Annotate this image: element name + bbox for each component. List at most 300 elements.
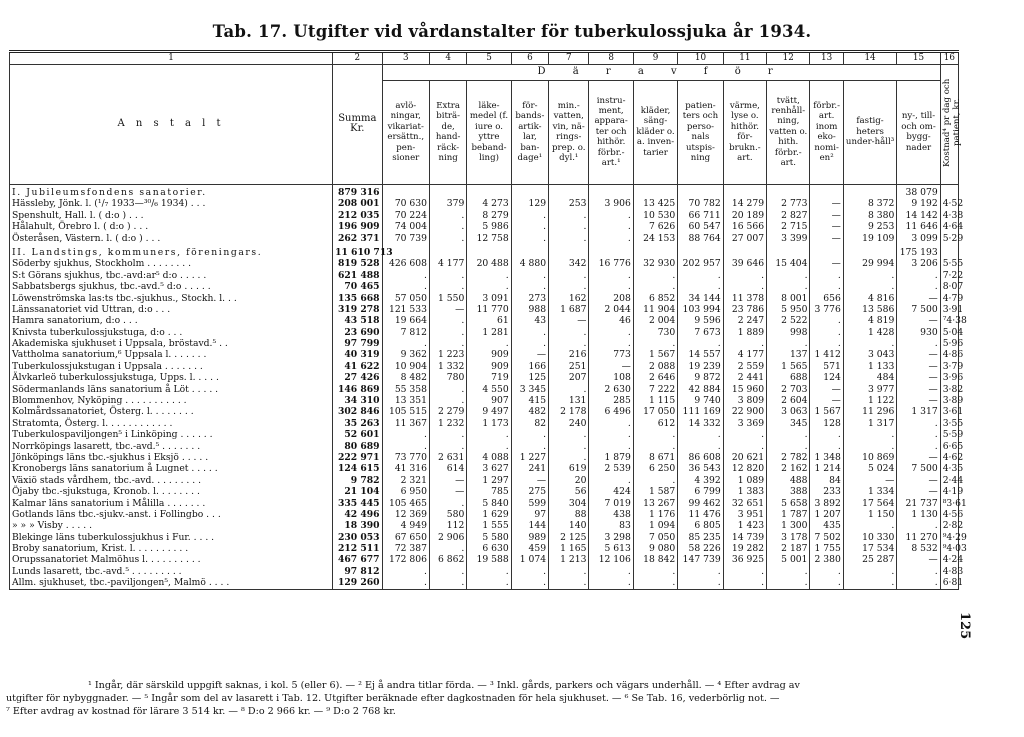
value-cell: 4 177 bbox=[723, 350, 766, 361]
value-cell: 1 687 bbox=[549, 305, 589, 316]
table-row bbox=[10, 430, 959, 441]
value-cell: 773 bbox=[589, 350, 633, 361]
total-cell: 208 001 bbox=[333, 199, 382, 210]
total-cell: 27 426 bbox=[333, 373, 382, 384]
value-cell: 2 125 bbox=[549, 532, 589, 543]
table-row bbox=[10, 384, 959, 395]
expenditure-table bbox=[9, 50, 967, 590]
header-col-5: läke-medel (f. iure o. yttre beband-ling) bbox=[467, 80, 511, 184]
value-cell: 14 557 bbox=[678, 350, 723, 361]
value-cell: . bbox=[897, 282, 940, 293]
institution-name: Stratomta, Österg. l. . . . . . . . . . . . bbox=[10, 418, 333, 429]
value-cell: 2 187 bbox=[767, 544, 810, 555]
total-cell: 35 263 bbox=[333, 418, 382, 429]
value-cell: . bbox=[429, 210, 466, 221]
value-cell: . bbox=[843, 430, 897, 441]
value-cell: . bbox=[429, 384, 466, 395]
value-cell: 2 178 bbox=[549, 407, 589, 418]
value-cell: 1 787 bbox=[767, 510, 810, 521]
value-cell: 6 862 bbox=[429, 555, 466, 566]
value-cell: 20 189 bbox=[723, 210, 766, 221]
value-cell: 16 776 bbox=[589, 259, 633, 270]
colnum-4: 4 bbox=[429, 52, 466, 65]
value-cell: 1 214 bbox=[810, 464, 843, 475]
value-cell: . bbox=[678, 441, 723, 452]
value-cell: 3 099 bbox=[897, 233, 940, 244]
table-row bbox=[10, 293, 959, 304]
institution-name: Kolmårdssanatoriet, Österg. l. . . . . . . . bbox=[10, 407, 333, 418]
value-cell: 129 bbox=[511, 199, 548, 210]
value-cell: 4·52 bbox=[940, 199, 958, 210]
value-cell: 99 462 bbox=[678, 498, 723, 509]
value-cell: 7 500 bbox=[897, 464, 940, 475]
table-row bbox=[10, 566, 959, 577]
header-anstalt: A n s t a l t bbox=[10, 64, 333, 184]
value-cell: 7 502 bbox=[810, 532, 843, 543]
value-cell: . bbox=[810, 270, 843, 281]
table-row bbox=[10, 259, 959, 270]
value-cell: 22 900 bbox=[723, 407, 766, 418]
value-cell: 105 515 bbox=[382, 407, 429, 418]
header-col-9: kläder, säng-kläder o. a. inven-tarier bbox=[633, 80, 677, 184]
value-cell: 1 115 bbox=[633, 396, 677, 407]
value-cell: . bbox=[467, 282, 511, 293]
value-cell: 2 703 bbox=[767, 384, 810, 395]
value-cell: 4·38 bbox=[940, 210, 958, 221]
value-cell: . bbox=[723, 339, 766, 350]
value-cell: 14 142 bbox=[897, 210, 940, 221]
value-cell: 6 852 bbox=[633, 293, 677, 304]
value-cell: 9 740 bbox=[678, 396, 723, 407]
value-cell: . bbox=[723, 441, 766, 452]
value-cell: 7 673 bbox=[678, 327, 723, 338]
value-cell: 1 567 bbox=[810, 407, 843, 418]
institution-name: II. Landstings, kommuners, föreningars. bbox=[10, 245, 333, 259]
value-cell: — bbox=[429, 475, 466, 486]
value-cell: 1 889 bbox=[723, 327, 766, 338]
value-cell: . bbox=[723, 430, 766, 441]
value-cell: 83 bbox=[589, 521, 633, 532]
value-cell: 13 425 bbox=[633, 199, 677, 210]
value-cell: 2 279 bbox=[429, 407, 466, 418]
value-cell: 6 805 bbox=[678, 521, 723, 532]
table-row bbox=[10, 487, 959, 498]
value-cell: 9 253 bbox=[843, 222, 897, 233]
value-cell: 14 739 bbox=[723, 532, 766, 543]
value-cell: . bbox=[897, 566, 940, 577]
value-cell: . bbox=[511, 430, 548, 441]
value-cell: 1 587 bbox=[633, 487, 677, 498]
value-cell: 1 332 bbox=[429, 361, 466, 372]
value-cell: 9 596 bbox=[678, 316, 723, 327]
value-cell: . bbox=[678, 578, 723, 590]
value-cell bbox=[767, 245, 810, 259]
total-cell: 819 528 bbox=[333, 259, 382, 270]
value-cell: . bbox=[467, 578, 511, 590]
value-cell: . bbox=[723, 578, 766, 590]
total-cell: 9 782 bbox=[333, 475, 382, 486]
value-cell: . bbox=[767, 578, 810, 590]
value-cell: 17 534 bbox=[843, 544, 897, 555]
value-cell: 1 089 bbox=[723, 475, 766, 486]
value-cell: 484 bbox=[843, 373, 897, 384]
value-cell: . bbox=[810, 566, 843, 577]
total-cell: 319 278 bbox=[333, 305, 382, 316]
value-cell: . bbox=[429, 430, 466, 441]
table-row bbox=[10, 305, 959, 316]
value-cell: 9 872 bbox=[678, 373, 723, 384]
value-cell: 4 949 bbox=[382, 521, 429, 532]
total-cell: 41 622 bbox=[333, 361, 382, 372]
value-cell: 1 094 bbox=[633, 521, 677, 532]
value-cell: . bbox=[810, 327, 843, 338]
value-cell bbox=[810, 184, 843, 199]
value-cell: . bbox=[810, 430, 843, 441]
table-row bbox=[10, 441, 959, 452]
value-cell: . bbox=[549, 233, 589, 244]
value-cell: 4 816 bbox=[843, 293, 897, 304]
value-cell: 989 bbox=[511, 532, 548, 543]
institution-name: Knivsta tuberkulossjukstuga, d:o . . . bbox=[10, 327, 333, 338]
value-cell: 459 bbox=[511, 544, 548, 555]
institution-name: Lunds lasarett, tbc.-avd.⁵ . . . . . . . . . bbox=[10, 566, 333, 577]
institution-name: Vattholma sanatorium,⁶ Uppsala l. . . . . . . bbox=[10, 350, 333, 361]
value-cell: . bbox=[633, 430, 677, 441]
value-cell: 74 004 bbox=[382, 222, 429, 233]
colnum-6: 6 bbox=[511, 52, 548, 65]
value-cell: 18 842 bbox=[633, 555, 677, 566]
value-cell: 70 782 bbox=[678, 199, 723, 210]
institution-name: Akademiska sjukhuset i Uppsala, bröstavd.⁵ . . bbox=[10, 339, 333, 350]
value-cell: . bbox=[810, 441, 843, 452]
value-cell: — bbox=[897, 475, 940, 486]
table-row bbox=[10, 521, 959, 532]
value-cell: 43 bbox=[511, 316, 548, 327]
value-cell: 5·96 bbox=[940, 339, 958, 350]
value-cell: 86 608 bbox=[678, 453, 723, 464]
value-cell: — bbox=[843, 475, 897, 486]
value-cell: 3·79 bbox=[940, 361, 958, 372]
value-cell: 19 282 bbox=[723, 544, 766, 555]
value-cell: 42 884 bbox=[678, 384, 723, 395]
value-cell: — bbox=[897, 293, 940, 304]
value-cell bbox=[723, 184, 766, 199]
value-cell: 415 bbox=[511, 396, 548, 407]
value-cell: 12 820 bbox=[723, 464, 766, 475]
value-cell: 4 088 bbox=[467, 453, 511, 464]
value-cell: . bbox=[429, 316, 466, 327]
value-cell: 6·81 bbox=[940, 578, 958, 590]
value-cell bbox=[810, 245, 843, 259]
value-cell: 3 063 bbox=[767, 407, 810, 418]
value-cell: 7 500 bbox=[897, 305, 940, 316]
value-cell bbox=[429, 245, 466, 259]
value-cell: 304 bbox=[549, 498, 589, 509]
value-cell bbox=[549, 184, 589, 199]
value-cell: 3 178 bbox=[767, 532, 810, 543]
value-cell: 233 bbox=[810, 487, 843, 498]
value-cell: 72 387 bbox=[382, 544, 429, 555]
value-cell: 4 819 bbox=[843, 316, 897, 327]
value-cell: 11 367 bbox=[382, 418, 429, 429]
value-cell: 2 247 bbox=[723, 316, 766, 327]
value-cell: 1 281 bbox=[467, 327, 511, 338]
value-cell: 147 739 bbox=[678, 555, 723, 566]
value-cell: 2 088 bbox=[633, 361, 677, 372]
value-cell: 1 879 bbox=[589, 453, 633, 464]
header-col-14: fastig-heters under-håll³ bbox=[843, 80, 897, 184]
value-cell: 24 153 bbox=[633, 233, 677, 244]
value-cell: 251 bbox=[549, 361, 589, 372]
header-col-15: ny-, till- och om-bygg-nader bbox=[897, 80, 940, 184]
value-cell: . bbox=[511, 566, 548, 577]
value-cell: 15 960 bbox=[723, 384, 766, 395]
total-cell: 124 615 bbox=[333, 464, 382, 475]
value-cell: 3 345 bbox=[511, 384, 548, 395]
table-title: Tab. 17. Utgifter vid vårdanstalter för tuberkulossjuka år 1934. bbox=[212, 22, 812, 41]
value-cell: 32 651 bbox=[723, 498, 766, 509]
value-cell: 7 019 bbox=[589, 498, 633, 509]
value-cell: . bbox=[467, 441, 511, 452]
value-cell: 70 224 bbox=[382, 210, 429, 221]
value-cell bbox=[678, 245, 723, 259]
table-row bbox=[10, 270, 959, 281]
value-cell: 253 bbox=[549, 199, 589, 210]
value-cell: 56 bbox=[549, 487, 589, 498]
value-cell: 140 bbox=[549, 521, 589, 532]
value-cell: — bbox=[589, 361, 633, 372]
value-cell: 17 050 bbox=[633, 407, 677, 418]
table-row bbox=[10, 498, 959, 509]
value-cell bbox=[467, 184, 511, 199]
value-cell: 85 235 bbox=[678, 532, 723, 543]
value-cell: . bbox=[382, 430, 429, 441]
header-col-6: för-bands-artik-lar, ban-dage¹ bbox=[511, 80, 548, 184]
value-cell: 11 904 bbox=[633, 305, 677, 316]
value-cell: 67 650 bbox=[382, 532, 429, 543]
value-cell: . bbox=[429, 544, 466, 555]
value-cell: 1 428 bbox=[843, 327, 897, 338]
value-cell: . bbox=[767, 441, 810, 452]
total-cell: 43 518 bbox=[333, 316, 382, 327]
value-cell: . bbox=[633, 282, 677, 293]
value-cell: 10 330 bbox=[843, 532, 897, 543]
value-cell: 2 559 bbox=[723, 361, 766, 372]
institution-name: Allm. sjukhuset, tbc.-paviljongen⁵, Malmö . . . . bbox=[10, 578, 333, 590]
value-cell: . bbox=[429, 578, 466, 590]
value-cell: 88 764 bbox=[678, 233, 723, 244]
total-cell: 70 465 bbox=[333, 282, 382, 293]
value-cell: 137 bbox=[767, 350, 810, 361]
value-cell: 20 621 bbox=[723, 453, 766, 464]
value-cell: . bbox=[467, 270, 511, 281]
value-cell: — bbox=[897, 555, 940, 566]
value-cell: . bbox=[843, 270, 897, 281]
value-cell: 5 840 bbox=[467, 498, 511, 509]
value-cell: 3·91 bbox=[940, 305, 958, 316]
total-cell: 335 445 bbox=[333, 498, 382, 509]
value-cell bbox=[678, 184, 723, 199]
total-cell: 212 035 bbox=[333, 210, 382, 221]
value-cell: 3 776 bbox=[810, 305, 843, 316]
total-cell: 196 909 bbox=[333, 222, 382, 233]
value-cell: 19 588 bbox=[467, 555, 511, 566]
value-cell: 124 bbox=[810, 373, 843, 384]
value-cell: . bbox=[429, 339, 466, 350]
value-cell: 1 317 bbox=[843, 418, 897, 429]
header-col-11: värme, lyse o. hithör. för-brukn.-art. bbox=[723, 80, 766, 184]
value-cell: 10 530 bbox=[633, 210, 677, 221]
value-cell: 1 227 bbox=[511, 453, 548, 464]
value-cell: . bbox=[678, 430, 723, 441]
institution-name: Gotlands läns tbc.-sjukv.-anst. i Follingbo . . . bbox=[10, 510, 333, 521]
value-cell: 3·96 bbox=[940, 373, 958, 384]
value-cell: . bbox=[429, 566, 466, 577]
value-cell: — bbox=[897, 361, 940, 372]
value-cell: 11 296 bbox=[843, 407, 897, 418]
value-cell: 580 bbox=[429, 510, 466, 521]
value-cell: 5·59 bbox=[940, 430, 958, 441]
value-cell bbox=[767, 184, 810, 199]
value-cell: 111 169 bbox=[678, 407, 723, 418]
value-cell: . bbox=[589, 327, 633, 338]
value-cell: 388 bbox=[767, 487, 810, 498]
value-cell: 909 bbox=[467, 350, 511, 361]
value-cell: 2 044 bbox=[589, 305, 633, 316]
value-cell: 1 074 bbox=[511, 555, 548, 566]
total-cell: 11 610 713 bbox=[333, 245, 382, 259]
value-cell: 108 bbox=[589, 373, 633, 384]
header-cost-per-day bbox=[940, 64, 962, 184]
value-cell: 780 bbox=[429, 373, 466, 384]
header-col-7: min.-vatten, vin, nä-rings-prep. o. dyl.¹ bbox=[549, 80, 589, 184]
value-cell: 20 bbox=[549, 475, 589, 486]
value-cell: 202 957 bbox=[678, 259, 723, 270]
value-cell: 730 bbox=[633, 327, 677, 338]
value-cell: 571 bbox=[810, 361, 843, 372]
value-cell: — bbox=[511, 475, 548, 486]
value-cell: — bbox=[511, 350, 548, 361]
colnum-16: 16 bbox=[940, 52, 958, 65]
value-cell: 275 bbox=[511, 487, 548, 498]
value-cell: 17 564 bbox=[843, 498, 897, 509]
value-cell: 1 555 bbox=[467, 521, 511, 532]
value-cell bbox=[843, 245, 897, 259]
value-cell: 3 977 bbox=[843, 384, 897, 395]
value-cell: 8 279 bbox=[467, 210, 511, 221]
value-cell: 8 671 bbox=[633, 453, 677, 464]
value-cell: 8 001 bbox=[767, 293, 810, 304]
table-row bbox=[10, 544, 959, 555]
value-cell: 216 bbox=[549, 350, 589, 361]
value-cell: 70 739 bbox=[382, 233, 429, 244]
value-cell: 2 906 bbox=[429, 532, 466, 543]
value-cell: 3 369 bbox=[723, 418, 766, 429]
institution-name: Spenshult, Hall. l. ( d:o ) . . . bbox=[10, 210, 333, 221]
value-cell: . bbox=[897, 578, 940, 590]
value-cell: . bbox=[767, 430, 810, 441]
footnote-line-3: ⁷ Efter avdrag av kostnad för lärare 3 514 kr. — ⁸ D:o 2 966 kr. — ⁹ D:o 2 768 kr. bbox=[6, 706, 396, 717]
value-cell bbox=[940, 184, 958, 199]
value-cell: 998 bbox=[767, 327, 810, 338]
value-cell: 36 543 bbox=[678, 464, 723, 475]
value-cell: — bbox=[810, 233, 843, 244]
institution-name: Broby sanatorium, Krist. l. . . . . . . . . . bbox=[10, 544, 333, 555]
value-cell: 1 173 bbox=[467, 418, 511, 429]
value-cell: 1 412 bbox=[810, 350, 843, 361]
institution-name: I. Jubileumsfondens sanatorier. bbox=[10, 184, 333, 199]
institution-name: » » » Visby . . . . . bbox=[10, 521, 333, 532]
value-cell: 909 bbox=[467, 361, 511, 372]
header-col-4: Extra biträ-de, hand-räck-ning bbox=[429, 80, 466, 184]
value-cell: 3 399 bbox=[767, 233, 810, 244]
value-cell: 11 378 bbox=[723, 293, 766, 304]
colnum-11: 11 bbox=[723, 52, 766, 65]
value-cell: . bbox=[589, 441, 633, 452]
value-cell: 1 176 bbox=[633, 510, 677, 521]
value-cell bbox=[633, 184, 677, 199]
value-cell: 2 321 bbox=[382, 475, 429, 486]
value-cell: . bbox=[511, 210, 548, 221]
value-cell: 4·64 bbox=[940, 222, 958, 233]
value-cell: — bbox=[810, 396, 843, 407]
institution-name: Norrköpings lasarett, tbc.-avd.⁵ . . . . . . . bbox=[10, 441, 333, 452]
total-cell: 23 690 bbox=[333, 327, 382, 338]
value-cell: . bbox=[549, 384, 589, 395]
value-cell: . bbox=[678, 566, 723, 577]
total-cell: 135 668 bbox=[333, 293, 382, 304]
value-cell: . bbox=[549, 441, 589, 452]
value-cell: . bbox=[511, 233, 548, 244]
value-cell: . bbox=[843, 339, 897, 350]
value-cell: 7·22 bbox=[940, 270, 958, 281]
value-cell: 36 925 bbox=[723, 555, 766, 566]
total-cell: 129 260 bbox=[333, 578, 382, 590]
value-cell: 46 bbox=[589, 316, 633, 327]
value-cell: . bbox=[723, 282, 766, 293]
value-cell: . bbox=[549, 453, 589, 464]
institution-name: Hamra sanatorium, d:o . . . bbox=[10, 316, 333, 327]
value-cell: . bbox=[589, 282, 633, 293]
value-cell: 4·62 bbox=[940, 453, 958, 464]
value-cell: . bbox=[843, 521, 897, 532]
section-row bbox=[10, 184, 959, 199]
value-cell: 97 bbox=[511, 510, 548, 521]
value-cell: 70 630 bbox=[382, 199, 429, 210]
value-cell: . bbox=[589, 270, 633, 281]
colnum-2: 2 bbox=[333, 52, 382, 65]
table-row bbox=[10, 210, 959, 221]
value-cell: 379 bbox=[429, 199, 466, 210]
table-row bbox=[10, 222, 959, 233]
table-row bbox=[10, 373, 959, 384]
value-cell: . bbox=[633, 566, 677, 577]
value-cell: 128 bbox=[810, 418, 843, 429]
value-cell: . bbox=[382, 282, 429, 293]
value-cell: . bbox=[897, 521, 940, 532]
value-cell: 7 626 bbox=[633, 222, 677, 233]
value-cell: 5 950 bbox=[767, 305, 810, 316]
value-cell: 2·82 bbox=[940, 521, 958, 532]
total-cell: 621 488 bbox=[333, 270, 382, 281]
header-col-3: avlö-ningar, vikariat-ersättn., pen-sioner bbox=[382, 80, 429, 184]
value-cell: . bbox=[897, 441, 940, 452]
value-cell: 1 207 bbox=[810, 510, 843, 521]
value-cell: 5·55 bbox=[940, 259, 958, 270]
value-cell: 3 206 bbox=[897, 259, 940, 270]
value-cell: 3·82 bbox=[940, 384, 958, 395]
value-cell: . bbox=[511, 222, 548, 233]
